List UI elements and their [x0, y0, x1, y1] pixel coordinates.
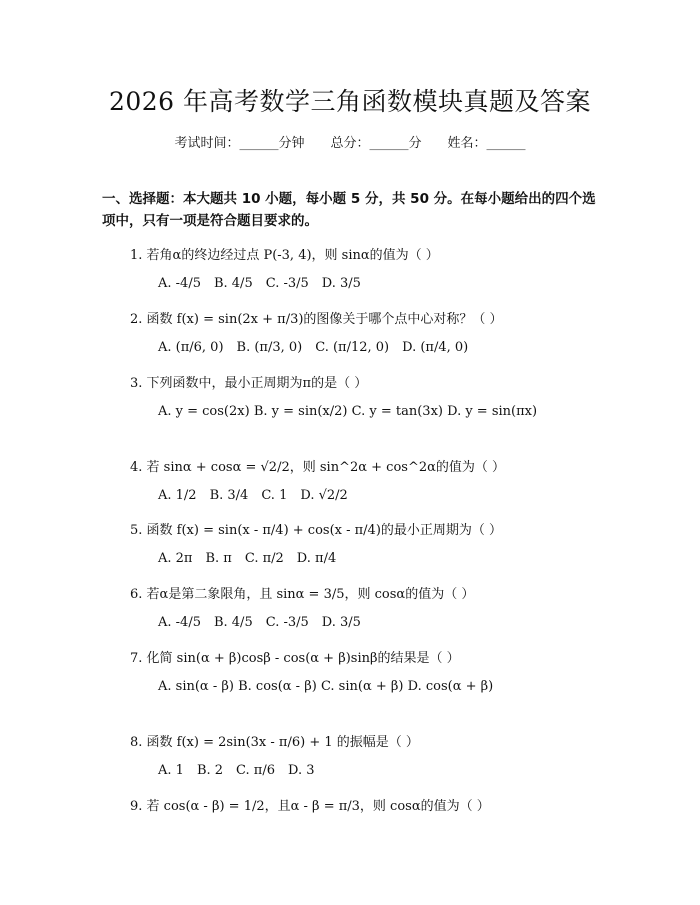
question-stem: 4. 若 sinα + cosα = √2/2，则 sin^2α + cos^2α的值为（ ）: [130, 460, 506, 475]
question-options: [158, 340, 468, 355]
option: D. √2/2: [300, 488, 348, 503]
question-stem: 6. 若α是第二象限角，且 sinα = 3/5，则 cosα的值为（ ）: [130, 587, 475, 602]
option: D. 3/5: [321, 276, 361, 291]
option: C. -3/5: [265, 276, 309, 291]
option: B. y = sin(x/2): [253, 404, 348, 419]
option: D. cos(α + β): [407, 679, 494, 694]
option: A. sin(α - β): [158, 679, 234, 694]
section-heading: 一、选择题：本大题共 10 小题，每小题 5 分，共 50 分。在每小题给出的四个选项中，只有一项是符合题目要求的。: [102, 191, 596, 229]
option: B. 4/5: [213, 276, 253, 291]
option: A. 2π: [158, 551, 193, 566]
option: A. 1: [158, 763, 184, 778]
option: B. cos(α - β): [238, 679, 317, 694]
option: A. -4/5: [158, 276, 201, 291]
exam-time-field: 考试时间：______分钟: [174, 136, 305, 151]
option: D. 3/5: [321, 615, 361, 630]
option: C. y = tan(3x): [351, 404, 443, 419]
question-options: [158, 615, 361, 630]
page-title: 2026 年高考数学三角函数模块真题及答案: [108, 87, 592, 116]
option: B. π: [205, 551, 232, 566]
option: C. 1: [261, 488, 288, 503]
question-options: [158, 763, 314, 778]
total-score-field: 总分：______分: [330, 136, 422, 151]
option: B. 2: [196, 763, 224, 778]
option: C. sin(α + β): [320, 679, 404, 694]
question-stem: 9. 若 cos(α - β) = 1/2，且α - β = π/3，则 cosα的值为（ ）: [130, 799, 490, 814]
option: B. 4/5: [213, 615, 253, 630]
option: B. (π/3, 0): [236, 340, 303, 355]
option: A. y = cos(2x): [158, 404, 250, 419]
option: D. π/4: [296, 551, 337, 566]
option: C. (π/12, 0): [315, 340, 390, 355]
exam-meta: [0, 132, 700, 151]
option: C. π/6: [236, 763, 275, 778]
question-options: [158, 488, 348, 503]
question-stem: 1. 若角α的终边经过点 P(-3, 4)，则 sinα的值为（ ）: [130, 248, 439, 263]
question-options: [102, 401, 600, 422]
question-options: [158, 551, 336, 566]
question-options: [158, 276, 361, 291]
option: B. 3/4: [209, 488, 249, 503]
question-stem: 2. 函数 f(x) = sin(2x + π/3)的图像关于哪个点中心对称？（ ）: [130, 312, 503, 327]
option: D. 3: [287, 763, 315, 778]
question-stem: 5. 函数 f(x) = sin(x - π/4) + cos(x - π/4)的最小正周期为（ ）: [130, 523, 503, 538]
option: A. -4/5: [158, 615, 201, 630]
question-stem: 8. 函数 f(x) = 2sin(3x - π/6) + 1 的振幅是（ ）: [130, 735, 419, 750]
option: C. π/2: [244, 551, 284, 566]
option: D. (π/4, 0): [402, 340, 469, 355]
option: C. -3/5: [265, 615, 309, 630]
question-options: [102, 676, 600, 697]
question-stem: 3. 下列函数中，最小正周期为π的是（ ）: [130, 376, 368, 391]
option: A. (π/6, 0): [158, 340, 224, 355]
student-name-field: 姓名：______: [447, 136, 526, 151]
option: D. y = sin(πx): [447, 404, 538, 419]
option: A. 1/2: [158, 488, 197, 503]
question-stem: 7. 化简 sin(α + β)cosβ - cos(α + β)sinβ的结果是（ ）: [130, 651, 460, 666]
